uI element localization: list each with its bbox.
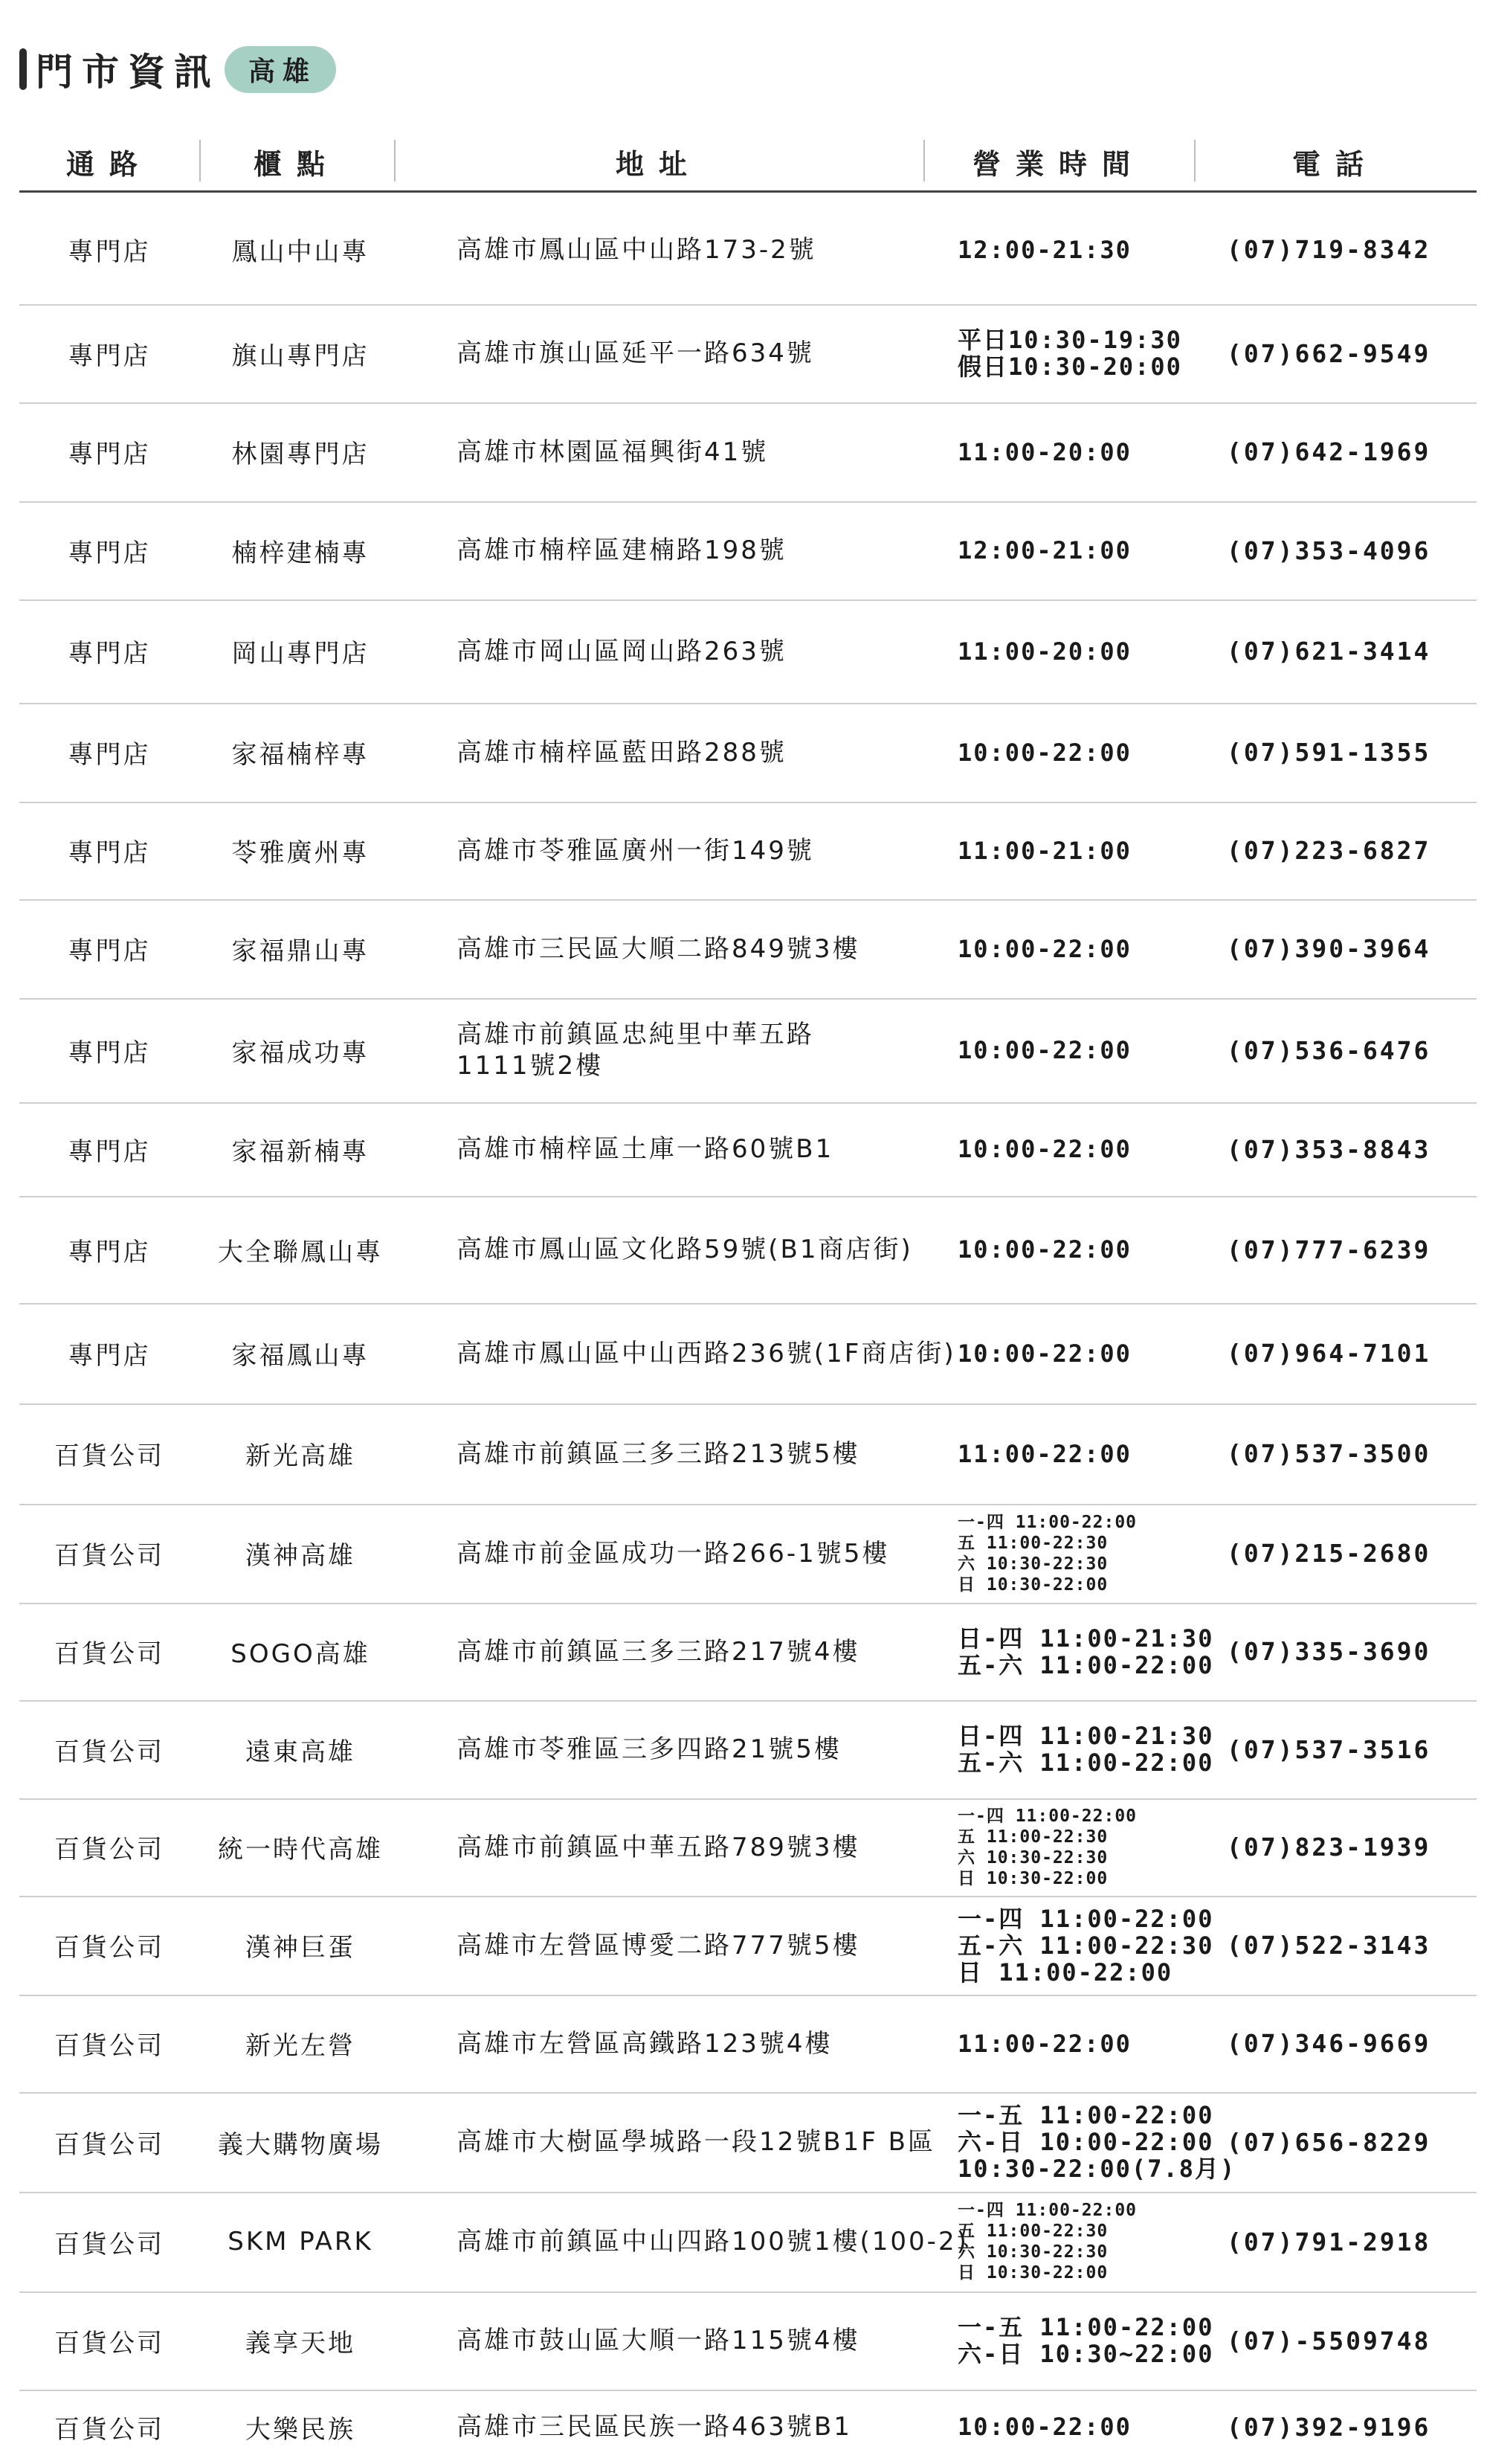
phone-cell: (07)537-3500 [1227, 1439, 1431, 1468]
table-row [19, 402, 1477, 503]
hours-cell: 一-四 11:00-22:00 五 11:00-22:30 六 10:30-22:30 日 10:30-22:00 [958, 2201, 1138, 2283]
store-name-cell: 大全聯鳳山專 [218, 1237, 383, 1267]
phone-cell: (07)777-6239 [1227, 1235, 1431, 1264]
table-row [19, 599, 1477, 704]
table-row [19, 1603, 1477, 1702]
store-name-cell: 旗山專門店 [231, 341, 370, 371]
hours-cell: 平日10:30-19:30 假日10:30-20:00 [958, 326, 1182, 381]
phone-cell: (07)335-3690 [1227, 1637, 1431, 1666]
store-name-cell: 楠梓建楠專 [231, 538, 370, 568]
address-cell: 高雄市前鎮區中華五路789號3樓 [457, 1832, 860, 1862]
phone-cell: (07)522-3143 [1227, 1931, 1431, 1960]
store-name-cell: 新光高雄 [245, 1441, 355, 1471]
phone-cell: (07)823-1939 [1227, 1833, 1431, 1862]
table-row [19, 802, 1477, 901]
store-name-cell: 漢神高雄 [245, 1541, 355, 1571]
hours-cell: 11:00-22:00 [958, 2029, 1132, 2058]
phone-cell: (07)964-7101 [1227, 1339, 1431, 1368]
channel-cell: 專門店 [68, 740, 151, 770]
phone-cell: (07)353-8843 [1227, 1134, 1431, 1164]
title-accent-bar [19, 48, 27, 90]
channel-cell: 專門店 [68, 440, 151, 469]
hours-cell: 12:00-21:00 [958, 536, 1132, 564]
hours-cell: 10:00-22:00 [958, 1235, 1132, 1264]
channel-cell: 專門店 [68, 538, 151, 568]
phone-cell: (07)390-3964 [1227, 934, 1431, 963]
table-row [19, 2291, 1477, 2391]
address-cell: 高雄市左營區博愛二路777號5樓 [457, 1930, 860, 1960]
column-header-channel: 通路 [65, 147, 152, 181]
column-header-hours: 營業時間 [972, 147, 1145, 181]
channel-cell: 百貨公司 [54, 2328, 164, 2358]
channel-cell: 百貨公司 [54, 2229, 164, 2259]
address-cell: 高雄市鳳山區文化路59號(B1商店街) [457, 1235, 913, 1264]
store-name-cell: 統一時代高雄 [218, 1835, 383, 1865]
channel-cell: 專門店 [68, 237, 151, 267]
table-row [19, 304, 1477, 404]
channel-cell: 專門店 [68, 341, 151, 371]
phone-cell: (07)223-6827 [1227, 836, 1431, 865]
hours-cell: 日-四 11:00-21:30 五-六 11:00-22:00 [958, 1624, 1214, 1679]
phone-cell: (07)642-1969 [1227, 437, 1431, 466]
table-row [19, 1995, 1477, 2094]
table-row [19, 2092, 1477, 2193]
hours-cell: 一-四 11:00-22:00 五-六 11:00-22:30 日 11:00-22:00 [958, 1904, 1214, 1987]
channel-cell: 專門店 [68, 936, 151, 966]
table-row [19, 899, 1477, 1000]
store-name-cell: 岡山專門店 [231, 639, 370, 669]
address-cell: 高雄市鼓山區大順一路115號4樓 [457, 2326, 860, 2355]
table-row [19, 1504, 1477, 1604]
phone-cell: (07)656-8229 [1227, 2127, 1431, 2157]
region-badge: 高雄 [225, 46, 336, 93]
phone-cell: (07)536-6476 [1227, 1035, 1431, 1065]
hours-cell: 11:00-20:00 [958, 637, 1132, 666]
address-cell: 高雄市前鎮區三多三路217號4樓 [457, 1636, 860, 1667]
phone-cell: (07)346-9669 [1227, 2029, 1431, 2058]
address-cell: 高雄市苓雅區廣州一街149號 [457, 835, 814, 866]
table-row [19, 703, 1477, 803]
channel-cell: 百貨公司 [54, 1541, 164, 1571]
address-cell: 高雄市苓雅區三多四路21號5樓 [457, 1734, 842, 1764]
phone-cell: (07)392-9196 [1227, 2412, 1431, 2442]
address-cell: 高雄市林園區福興街41號 [457, 437, 769, 467]
hours-cell: 11:00-20:00 [958, 437, 1132, 466]
store-name-cell: 新光左營 [245, 2031, 355, 2061]
table-row [19, 1403, 1477, 1505]
hours-cell: 10:00-22:00 [958, 738, 1132, 767]
address-cell: 高雄市鳳山區中山路173-2號 [457, 234, 816, 265]
channel-cell: 百貨公司 [54, 1737, 164, 1767]
store-name-cell: 家福新楠專 [231, 1136, 370, 1167]
channel-cell: 專門店 [68, 1038, 151, 1068]
channel-cell: 百貨公司 [54, 2129, 164, 2160]
table-row [19, 501, 1477, 601]
table-row [19, 1700, 1477, 1800]
store-name-cell: 義大購物廣場 [218, 2129, 383, 2160]
page-header [19, 46, 336, 92]
channel-cell: 百貨公司 [54, 2414, 164, 2445]
hours-cell: 一-五 11:00-22:00 六-日 10:30~22:00 [958, 2313, 1214, 2368]
channel-cell: 專門店 [68, 1341, 151, 1371]
table-row [19, 1102, 1477, 1197]
store-name-cell: SKM PARK [228, 2227, 373, 2256]
phone-cell: (07)591-1355 [1227, 738, 1431, 767]
address-cell: 高雄市岡山區岡山路263號 [457, 636, 787, 666]
store-name-cell: 家福鼎山專 [231, 936, 370, 966]
address-cell: 高雄市左營區高鐵路123號4樓 [457, 2028, 833, 2059]
address-cell: 高雄市楠梓區建楠路198號 [457, 535, 787, 565]
channel-cell: 百貨公司 [54, 1441, 164, 1471]
column-header-store: 櫃點 [253, 147, 340, 181]
page-title: 門市資訊 [36, 51, 220, 94]
phone-cell: (07)353-4096 [1227, 535, 1431, 565]
address-cell: 高雄市鳳山區中山西路236號(1F商店街) [457, 1338, 956, 1368]
channel-cell: 專門店 [68, 838, 151, 868]
hours-cell: 一-四 11:00-22:00 五 11:00-22:30 六 10:30-22:30 日 10:30-22:00 [958, 1512, 1138, 1595]
phone-cell: (07)621-3414 [1227, 637, 1431, 666]
hours-cell: 一-四 11:00-22:00 五 11:00-22:30 六 10:30-22:30 日 10:30-22:00 [958, 1806, 1138, 1888]
store-name-cell: 家福鳳山專 [231, 1341, 370, 1371]
store-name-cell: 林園專門店 [231, 440, 370, 469]
phone-cell: (07)662-9549 [1227, 338, 1431, 368]
table-row [19, 2192, 1477, 2293]
column-header-phone: 電話 [1291, 147, 1378, 181]
store-name-cell: 遠東高雄 [245, 1737, 355, 1767]
hours-cell: 10:00-22:00 [958, 934, 1132, 963]
hours-cell: 11:00-22:00 [958, 1439, 1132, 1468]
store-name-cell: SOGO高雄 [230, 1639, 370, 1669]
channel-cell: 百貨公司 [54, 1933, 164, 1963]
channel-cell: 專門店 [68, 639, 151, 669]
address-cell: 高雄市三民區民族一路463號B1 [457, 2412, 852, 2442]
phone-cell: (07)-5509748 [1227, 2326, 1431, 2355]
table-row [19, 1196, 1477, 1305]
table-header [19, 132, 1477, 193]
phone-cell: (07)791-2918 [1227, 2227, 1431, 2256]
channel-cell: 百貨公司 [54, 1835, 164, 1865]
store-name-cell: 鳳山中山專 [231, 237, 370, 267]
table-row [19, 2390, 1477, 2464]
hours-cell: 12:00-21:30 [958, 235, 1132, 264]
channel-cell: 專門店 [68, 1136, 151, 1167]
address-cell: 高雄市前鎮區中山四路100號1樓(100-2) [457, 2227, 969, 2256]
hours-cell: 一-五 11:00-22:00 六-日 10:00-22:00 10:30-22:00(7.8月) [958, 2101, 1236, 2183]
store-name-cell: 家福成功專 [231, 1038, 370, 1068]
store-name-cell: 義享天地 [245, 2328, 355, 2358]
hours-cell: 11:00-21:00 [958, 836, 1132, 865]
hours-cell: 10:00-22:00 [958, 1339, 1132, 1368]
column-header-address: 地址 [615, 147, 702, 181]
store-name-cell: 漢神巨蛋 [245, 1933, 355, 1963]
address-cell: 高雄市前鎮區忠純里中華五路 1111號2樓 [457, 1020, 814, 1081]
phone-cell: (07)719-8342 [1227, 235, 1431, 264]
store-name-cell: 大樂民族 [245, 2414, 355, 2445]
hours-cell: 10:00-22:00 [958, 2413, 1132, 2441]
table-row [19, 1798, 1477, 1897]
phone-cell: (07)537-3516 [1227, 1734, 1431, 1764]
phone-cell: (07)215-2680 [1227, 1539, 1431, 1568]
address-cell: 高雄市前鎮區三多三路213號5樓 [457, 1438, 860, 1469]
address-cell: 高雄市前金區成功一路266-1號5樓 [457, 1538, 890, 1569]
table-row [19, 998, 1477, 1104]
channel-cell: 專門店 [68, 1237, 151, 1267]
address-cell: 高雄市大樹區學城路一段12號B1F B區 [457, 2127, 935, 2157]
table-row [19, 1896, 1477, 1996]
table-row [19, 195, 1477, 306]
address-cell: 高雄市楠梓區土庫一路60號B1 [457, 1134, 834, 1164]
hours-cell: 10:00-22:00 [958, 1036, 1132, 1064]
table-row [19, 1303, 1477, 1405]
store-name-cell: 家福楠梓專 [231, 740, 370, 770]
store-name-cell: 苓雅廣州專 [231, 838, 370, 868]
hours-cell: 日-四 11:00-21:30 五-六 11:00-22:00 [958, 1722, 1214, 1777]
channel-cell: 百貨公司 [54, 2031, 164, 2061]
address-cell: 高雄市楠梓區藍田路288號 [457, 737, 787, 768]
address-cell: 高雄市旗山區延平一路634號 [457, 338, 814, 368]
address-cell: 高雄市三民區大順二路849號3樓 [457, 933, 860, 964]
hours-cell: 10:00-22:00 [958, 1135, 1132, 1163]
channel-cell: 百貨公司 [54, 1639, 164, 1669]
